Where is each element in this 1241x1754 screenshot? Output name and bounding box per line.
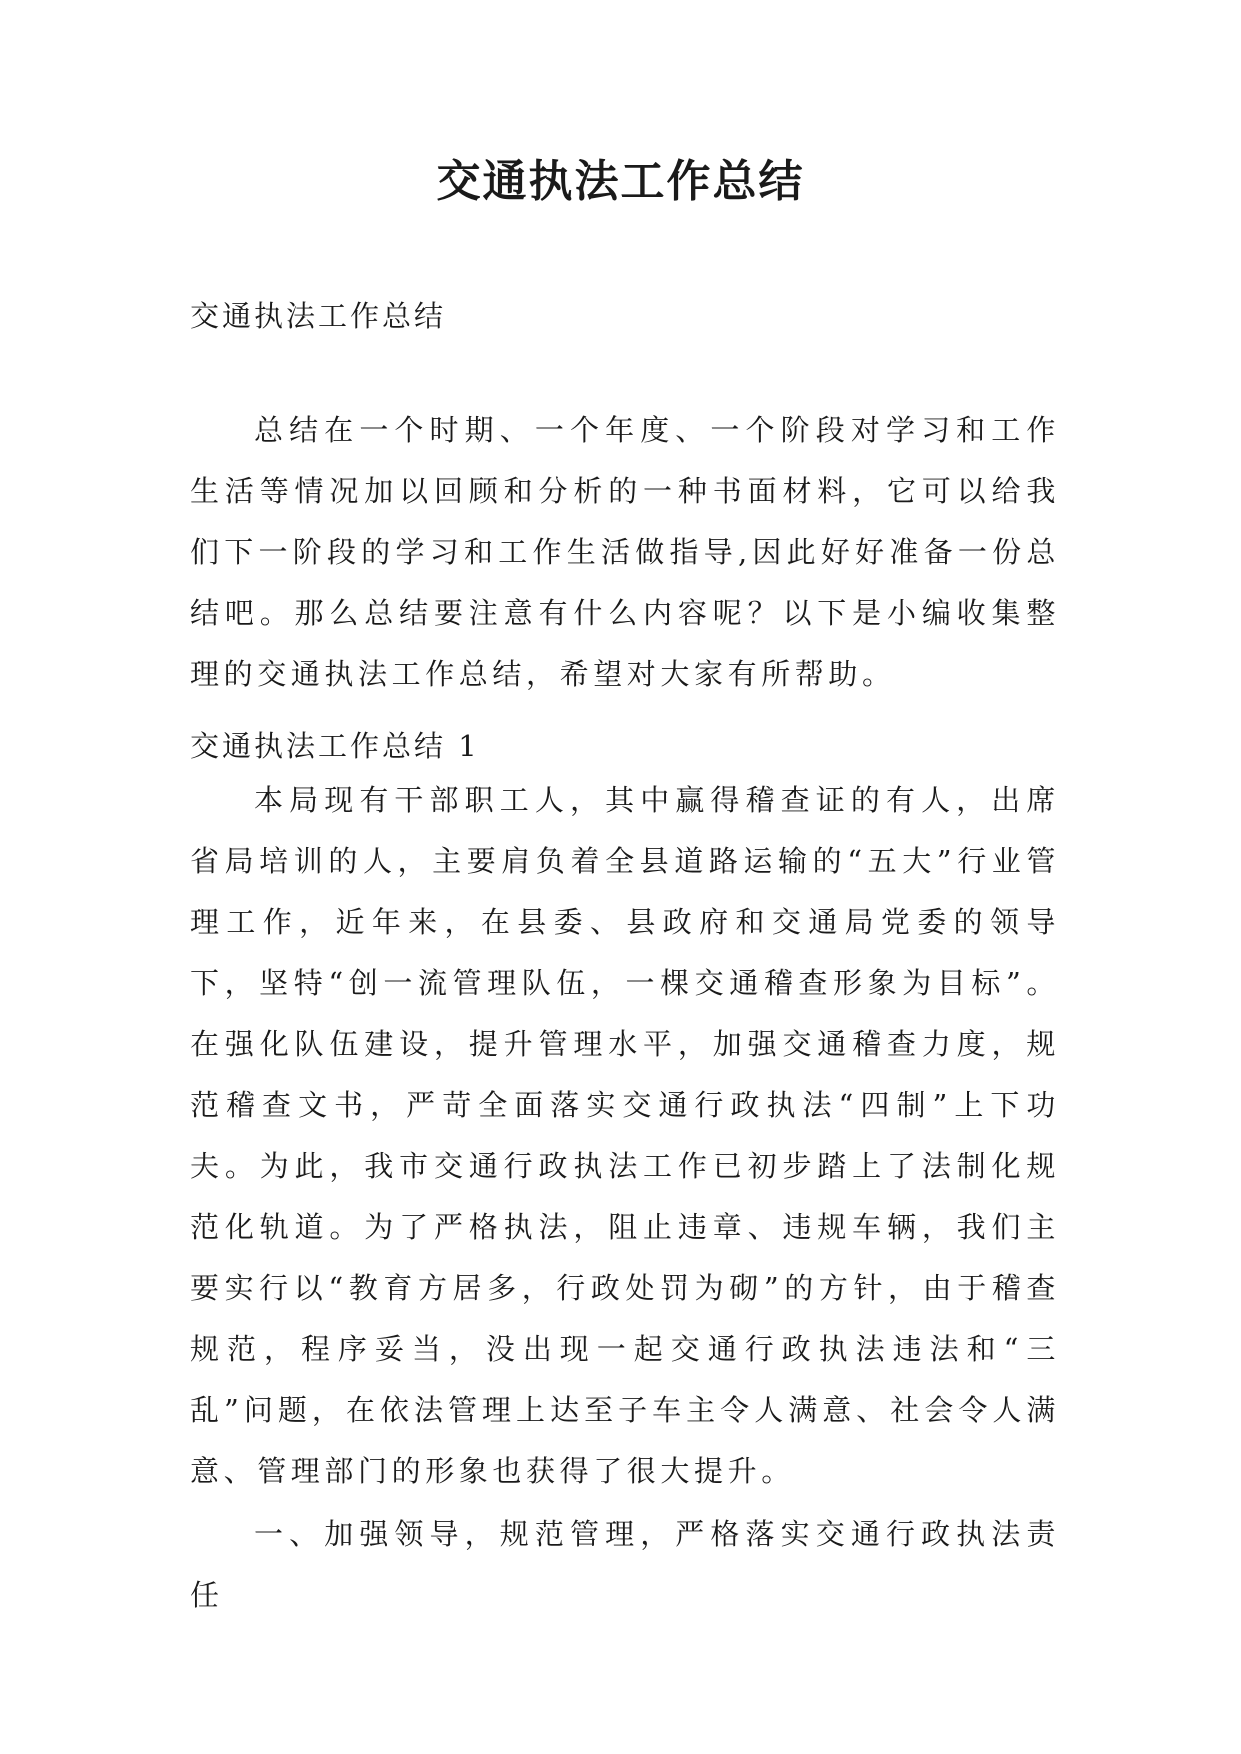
section-1-heading: 交通执法工作总结 1: [190, 729, 480, 763]
section-1-item-1: 一、加强领导，规范管理，严格落实交通行政执法责任: [190, 1517, 1060, 1612]
document-subtitle: 交通执法工作总结: [190, 299, 447, 333]
intro-paragraph: 总结在一个时期、一个年度、一个阶段对学习和工作生活等情况加以回顾和分析的一种书面材料，它可以给我们下一阶段的学习和工作生活做指导,因此好好准备一份总结吧。那么总结要注意有什么内容呢？以下是小编收集整理的交通执法工作总结，希望对大家有所帮助。: [190, 413, 1060, 691]
section-1-paragraph: 本局现有干部职工人，其中赢得稽查证的有人，出席省局培训的人，主要肩负着全县道路运输的“五大”行业管理工作，近年来，在县委、县政府和交通局党委的领导下，坚特“创一流管理队伍，一棵交通稽查形象为目标”。在强化队伍建设，提升管理水平，加强交通稽查力度，规范稽查文书，严苛全面落实交通行政执法“四制”上下功夫。为此，我市交通行政执法工作已初步踏上了法制化规范化轨道。为了严格执法，阻止违章、违规车辆，我们主要实行以“教育方居多，行政处罚为砌”的方针，由于稽查规范，程序妥当，没出现一起交通行政执法违法和“三乱”问题，在依法管理上达至子车主令人满意、社会令人满意、管理部门的形象也获得了很大提升。: [190, 783, 1060, 1488]
document-title: 交通执法工作总结: [436, 156, 805, 207]
